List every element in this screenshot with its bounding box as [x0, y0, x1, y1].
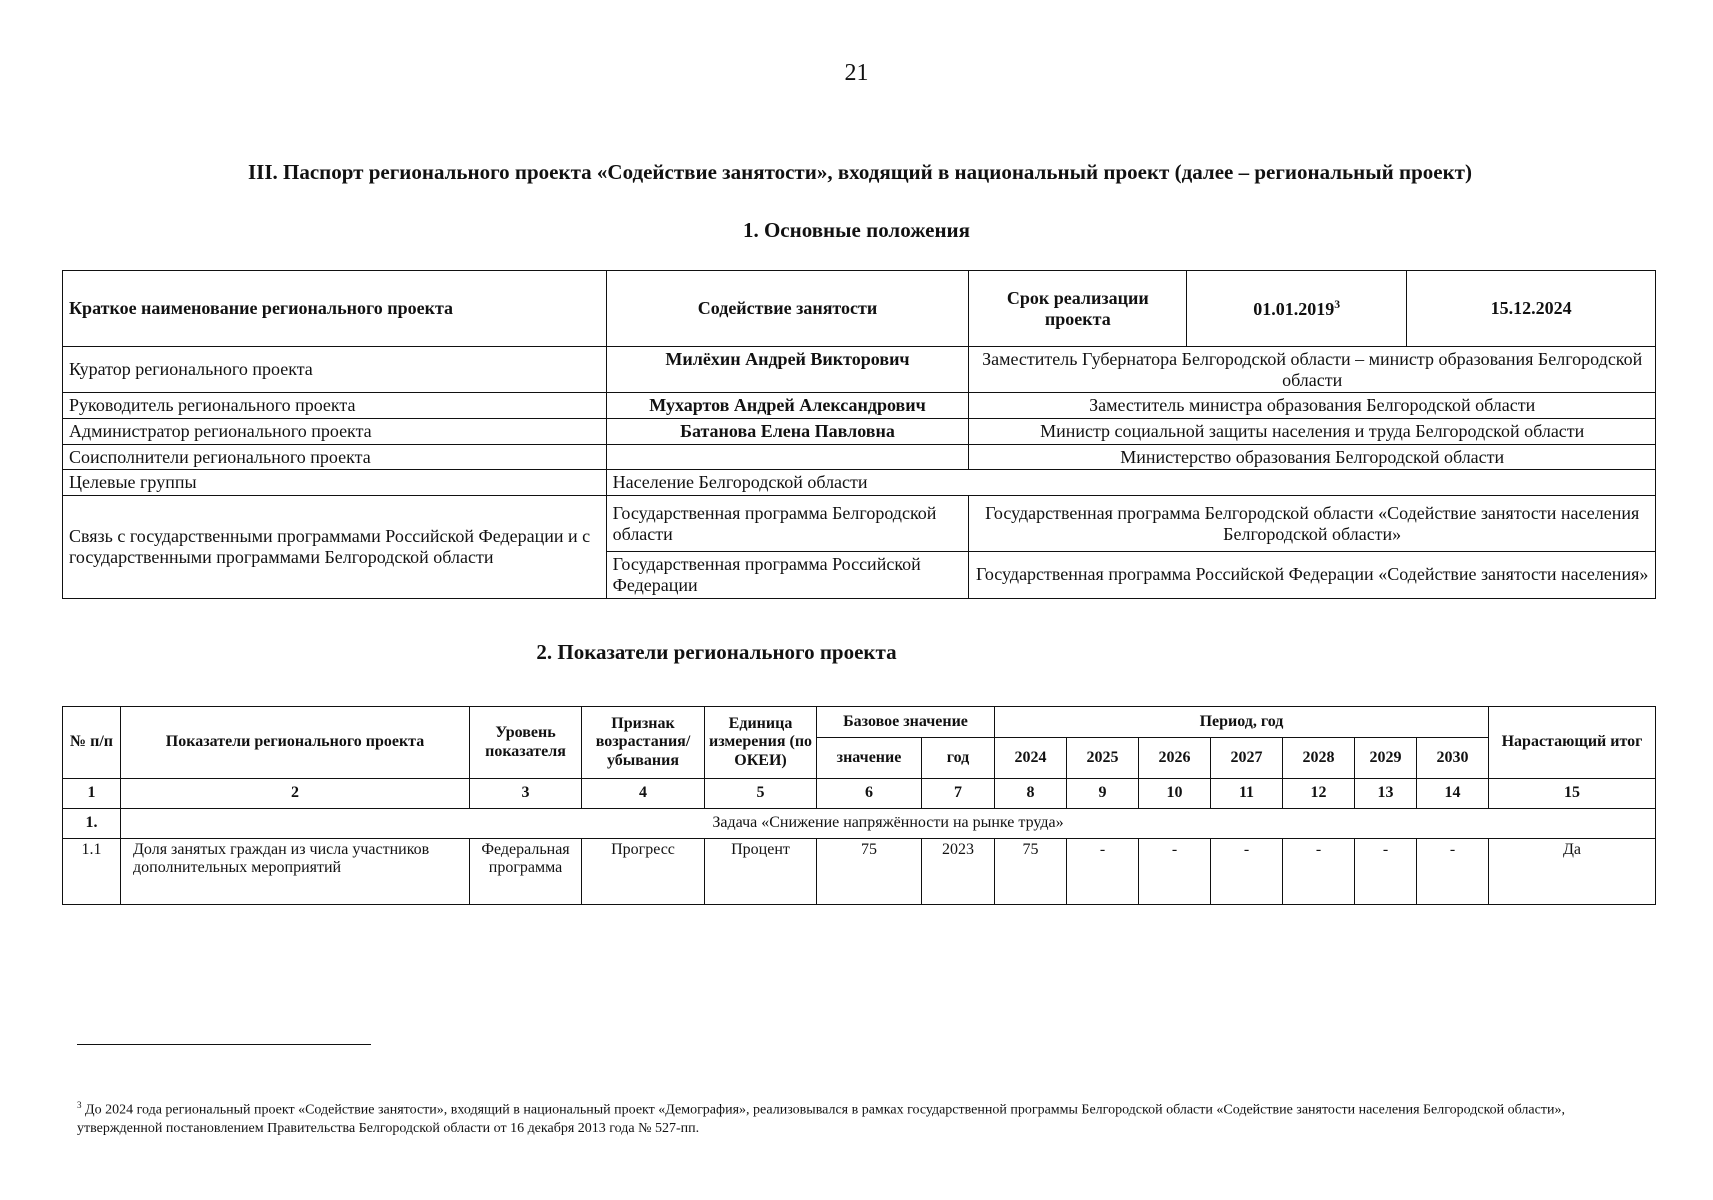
person-name: [606, 444, 969, 470]
person-position: Министр социальной защиты населения и труда Белгородской области: [969, 419, 1656, 445]
program-type: Государственная программа Российской Федерации: [606, 552, 969, 598]
program-name: Государственная программа Белгородской области «Содействие занятости населения Белгородской области»: [969, 496, 1656, 552]
start-date: [1187, 271, 1407, 347]
year-value: -: [1211, 839, 1283, 905]
task-title: Задача «Снижение напряжённости на рынке труда»: [121, 809, 1656, 839]
indicator-unit: Процент: [705, 839, 817, 905]
year-value: -: [1417, 839, 1489, 905]
header-year: 2024: [995, 738, 1067, 779]
year-value: -: [1139, 839, 1211, 905]
column-number: 2: [121, 779, 470, 809]
base-year: 2023: [922, 839, 995, 905]
header-unit: Единица измерения (по ОКЕИ): [705, 707, 817, 779]
header-base: Базовое значение: [817, 707, 995, 738]
column-number: 15: [1489, 779, 1656, 809]
person-position: Министерство образования Белгородской области: [969, 444, 1656, 470]
header-year: 2028: [1283, 738, 1355, 779]
footnote-ref: 3: [1334, 297, 1341, 311]
footnote: [77, 1100, 1597, 1138]
table-row: [63, 393, 1656, 419]
indicator-name: Доля занятых граждан из числа участников дополнительных мероприятий: [121, 839, 470, 905]
header-trend: Признак возрастания/ убывания: [582, 707, 705, 779]
column-number: 7: [922, 779, 995, 809]
section-2-title: 2. Показатели регионального проекта: [536, 640, 897, 664]
table-row: [63, 419, 1656, 445]
indicator-trend: Прогресс: [582, 839, 705, 905]
program-type: Государственная программа Белгородской области: [606, 496, 969, 552]
indicators-table: [62, 706, 1656, 905]
table-row: [63, 839, 1656, 905]
person-name: Мухартов Андрей Александрович: [606, 393, 969, 419]
header-year: 2025: [1067, 738, 1139, 779]
header-level: Уровень показателя: [470, 707, 582, 779]
term-label: Срок реализации проекта: [969, 271, 1187, 347]
column-number: 9: [1067, 779, 1139, 809]
column-number: 13: [1355, 779, 1417, 809]
task-num: 1.: [63, 809, 121, 839]
table-header-row: [63, 707, 1656, 738]
column-number: 10: [1139, 779, 1211, 809]
table-row: [63, 470, 1656, 496]
header-num: № п/п: [63, 707, 121, 779]
short-name-label: Краткое наименование регионального проекта: [63, 271, 607, 347]
row-label: Куратор регионального проекта: [63, 347, 607, 393]
column-number: 4: [582, 779, 705, 809]
column-number: 6: [817, 779, 922, 809]
row-label: Руководитель регионального проекта: [63, 393, 607, 419]
column-number: 12: [1283, 779, 1355, 809]
person-position: Заместитель Губернатора Белгородской области – министр образования Белгородской области: [969, 347, 1656, 393]
start-date-value: 01.01.2019: [1253, 298, 1335, 319]
column-number: 11: [1211, 779, 1283, 809]
header-cumulative: Нарастающий итог: [1489, 707, 1656, 779]
year-value: 75: [995, 839, 1067, 905]
footnote-text: До 2024 года региональный проект «Содействие занятости», входящий в национальный проект «Демография», реализовывался в рамках государственной программы Белгородской области «Содействие занятости населения Белгородской области», утвержденной постановлением Правительства Белгородской области от 16 декабря 2013 года № 527-пп.: [77, 1102, 1565, 1136]
header-year: 2026: [1139, 738, 1211, 779]
table-row: [63, 496, 1656, 552]
indicator-level: Федеральная программа: [470, 839, 582, 905]
short-name-value: Содействие занятости: [606, 271, 969, 347]
column-number: 3: [470, 779, 582, 809]
task-row: [63, 809, 1656, 839]
column-number-row: [63, 779, 1656, 809]
base-value: 75: [817, 839, 922, 905]
row-label: Администратор регионального проекта: [63, 419, 607, 445]
target-groups-value: Население Белгородской области: [606, 470, 1655, 496]
year-value: -: [1067, 839, 1139, 905]
person-name: Милёхин Андрей Викторович: [606, 347, 969, 393]
main-provisions-table: [62, 270, 1656, 599]
target-groups-label: Целевые группы: [63, 470, 607, 496]
table-row: [63, 444, 1656, 470]
header-period: Период, год: [995, 707, 1489, 738]
column-number: 1: [63, 779, 121, 809]
row-num: 1.1: [63, 839, 121, 905]
header-year: 2027: [1211, 738, 1283, 779]
header-year: 2030: [1417, 738, 1489, 779]
table-row: [63, 271, 1656, 347]
year-value: -: [1283, 839, 1355, 905]
section-1-title: 1. Основные положения: [742, 218, 971, 242]
column-number: 5: [705, 779, 817, 809]
person-position: Заместитель министра образования Белгородской области: [969, 393, 1656, 419]
year-value: -: [1355, 839, 1417, 905]
program-link-label: Связь с государственными программами Российской Федерации и с государственными программами Белгородской области: [63, 496, 607, 598]
header-base-value: значение: [817, 738, 922, 779]
footnote-divider: [77, 1044, 371, 1045]
row-label: Соисполнители регионального проекта: [63, 444, 607, 470]
header-indicator: Показатели регионального проекта: [121, 707, 470, 779]
table-row: [63, 347, 1656, 393]
column-number: 14: [1417, 779, 1489, 809]
page-number: 21: [844, 60, 869, 86]
program-name: Государственная программа Российской Федерации «Содействие занятости населения»: [969, 552, 1656, 598]
footnote-marker: 3: [77, 1100, 82, 1110]
header-year: 2029: [1355, 738, 1417, 779]
person-name: Батанова Елена Павловна: [606, 419, 969, 445]
end-date: 15.12.2024: [1407, 271, 1656, 347]
document-title: III. Паспорт регионального проекта «Содействие занятости», входящий в национальный проект (далее – региональный проект): [247, 160, 1472, 184]
header-base-year: год: [922, 738, 995, 779]
column-number: 8: [995, 779, 1067, 809]
cumulative-value: Да: [1489, 839, 1656, 905]
